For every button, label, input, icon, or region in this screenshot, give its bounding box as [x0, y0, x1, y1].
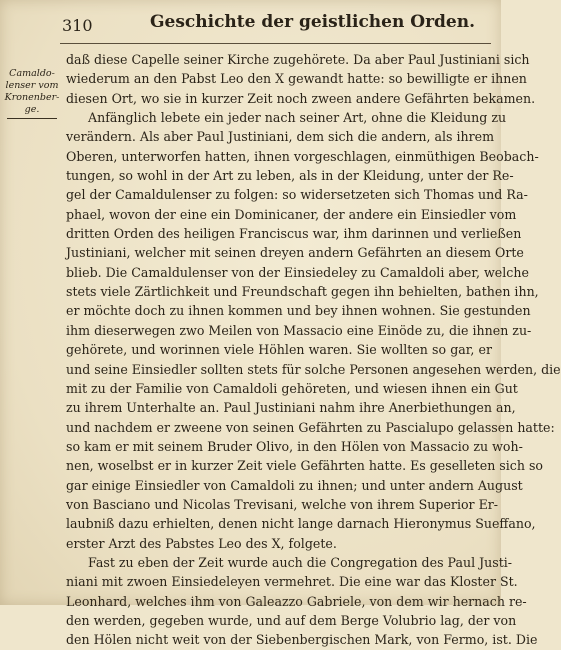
header-rule [60, 43, 491, 44]
page-header [0, 12, 501, 38]
text-line: den werden, gegeben wurde, und auf dem Berge Volubrio lag, der von [66, 612, 517, 628]
text-line: den Hölen nicht weit von der Siebenbergischen Mark, von Fermo, ist. Die [66, 632, 538, 648]
text-line: daß diese Capelle seiner Kirche zugehörete. Da aber Paul Justiniani sich [66, 52, 530, 67]
page-number: 310 [62, 16, 93, 35]
text-line: gel der Camaldulenser zu folgen: so widersetzeten sich Thomas und Ra- [66, 187, 528, 203]
text-line: gehörete, und worinnen viele Höhlen waren. Sie wollten so gar, er [66, 342, 492, 358]
margin-note [4, 68, 60, 119]
text-line: laubniß dazu erhielten, denen nicht lange darnach Hieronymus Sueffano, [66, 516, 536, 532]
margin-note-line: lenser vom [5, 80, 59, 91]
text-line: mit zu der Familie von Camaldoli gehöreten, und wiesen ihnen ein Gut [66, 380, 518, 396]
body-text [66, 50, 561, 650]
margin-note-line: ge. [24, 104, 40, 115]
text-line: und nachdem er zweene von seinen Gefährten zu Pascialupo gelassen hatte: [66, 419, 555, 435]
text-line: und seine Einsiedler sollten stets für solche Personen angesehen werden, die [66, 361, 561, 377]
text-line: Fast zu eben der Zeit wurde auch die Congregation des Paul Justi- [88, 554, 513, 570]
text-line: nen, woselbst er in kurzer Zeit viele Gefährten hatte. Es geselleten sich so [66, 458, 544, 474]
text-line: diesen Ort, wo sie in kurzer Zeit noch zween andere Gefährten bekamen. [66, 90, 536, 106]
text-line: Justiniani, welcher mit seinen dreyen andern Gefährten an diesem Orte [66, 245, 524, 261]
margin-note-line: Camaldo- [9, 68, 55, 79]
text-line: so kam er mit seinem Bruder Olivo, in den Hölen von Massacio zu woh- [66, 438, 523, 454]
text-line: wiederum an den Pabst Leo den X gewandt hatte: so bewilligte er ihnen [66, 71, 527, 87]
text-line: Anfänglich lebete ein jeder nach seiner Art, ohne die Kleidung zu [88, 110, 507, 126]
text-line: stets viele Zärtlichkeit und Freundschaft gegen ihn behielten, bathen ihn, [66, 284, 539, 300]
text-line: erster Arzt des Pabstes Leo des X, folgete. [66, 535, 337, 551]
text-line: blieb. Die Camaldulenser von der Einsiedeley zu Camaldoli aber, welche [66, 264, 529, 280]
text-line: Leonhard, welches ihm von Galeazzo Gabriele, von dem wir hernach re- [66, 593, 527, 609]
text-line: Oberen, unterworfen hatten, ihnen vorgeschlagen, einmüthigen Beobach- [66, 148, 539, 164]
text-line: dritten Orden des heiligen Franciscus war, ihm darinnen und verließen [66, 226, 522, 242]
text-line: er möchte doch zu ihnen kommen und bey ihnen wohnen. Sie gestunden [66, 303, 531, 319]
text-line: von Basciano und Nicolas Trevisani, welche von ihrem Superior Er- [66, 496, 499, 512]
text-line: phael, wovon der eine ein Dominicaner, der andere ein Einsiedler vom [66, 206, 517, 222]
text-line: verändern. Als aber Paul Justiniani, dem sich die andern, als ihrem [66, 129, 495, 145]
running-title: Geschichte der geistlichen Orden. [150, 12, 476, 32]
text-line: gar einige Einsiedler von Camaldoli zu ihnen; und unter andern August [66, 477, 523, 493]
margin-note-underline [7, 118, 57, 119]
text-line: tungen, so wohl in der Art zu leben, als in der Kleidung, unter der Re- [66, 168, 514, 184]
text-line: zu ihrem Unterhalte an. Paul Justiniani nahm ihre Anerbiethungen an, [66, 400, 516, 416]
text-line: ihm dieserwegen zwo Meilen von Massacio eine Einöde zu, die ihnen zu- [66, 322, 532, 338]
text-line: niani mit zwoen Einsiedeleyen vermehret. Die eine war das Kloster St. [66, 574, 518, 590]
margin-note-line: Kronenber- [4, 92, 60, 103]
